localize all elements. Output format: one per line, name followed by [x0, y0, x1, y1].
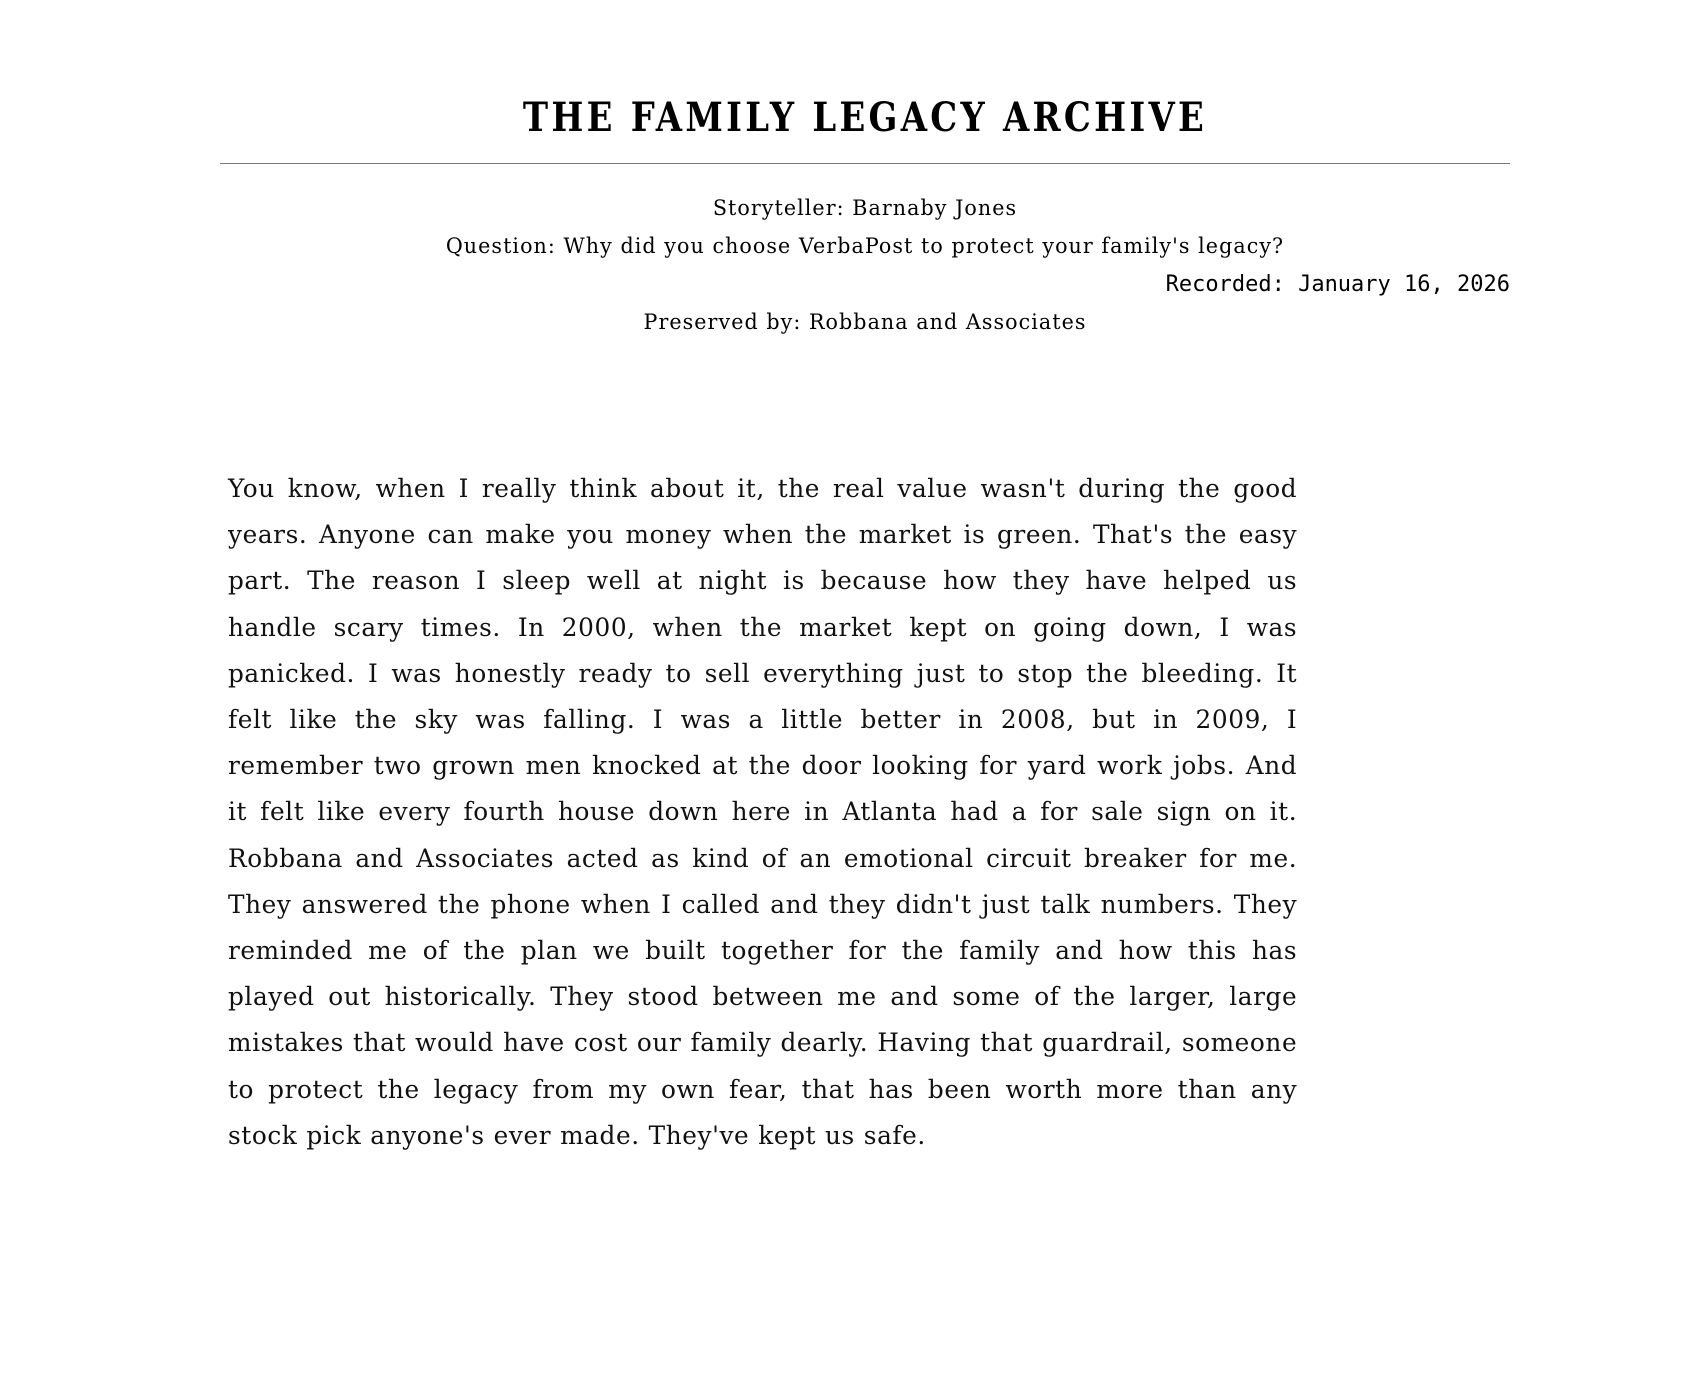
document-metadata	[220, 190, 1510, 342]
storyteller-line: Storyteller: Barnaby Jones	[712, 196, 1018, 221]
title-divider	[220, 163, 1510, 164]
question-line: Question: Why did you choose VerbaPost to protect your family's legacy?	[445, 234, 1285, 259]
transcript-body	[228, 466, 1308, 1159]
preserved-by-line: Preserved by: Robbana and Associates	[643, 310, 1087, 335]
transcript-paragraph: You know, when I really think about it, the real value wasn't during the good years. Anyone can make you money when the market is green. That's the easy part. The reason I sleep well at night is because how they have helped us handle scary times. In 2000, when the market kept on going down, I was panicked. I was honestly ready to sell everything just to stop the bleeding. It felt like the sky was falling. I was a little better in 2008, but in 2009, I remember two grown men knocked at the door looking for yard work jobs. And it felt like every fourth house down here in Atlanta had a for sale sign on it. Robbana and Associates acted as kind of an emotional circuit breaker for me. They answered the phone when I called and they didn't just talk numbers. They reminded me of the plan we built together for the family and how this has played out historically. They stood between me and some of the larger, large mistakes that would have cost our family dearly. Having that guardrail, someone to protect the legacy from my own fear, that has been worth more than any stock pick anyone's ever made. They've kept us safe.	[228, 474, 1298, 1150]
page-title: THE FAMILY LEGACY ARCHIVE	[522, 94, 1208, 141]
recorded-date-line: Recorded: January 16, 2026	[1165, 272, 1510, 297]
